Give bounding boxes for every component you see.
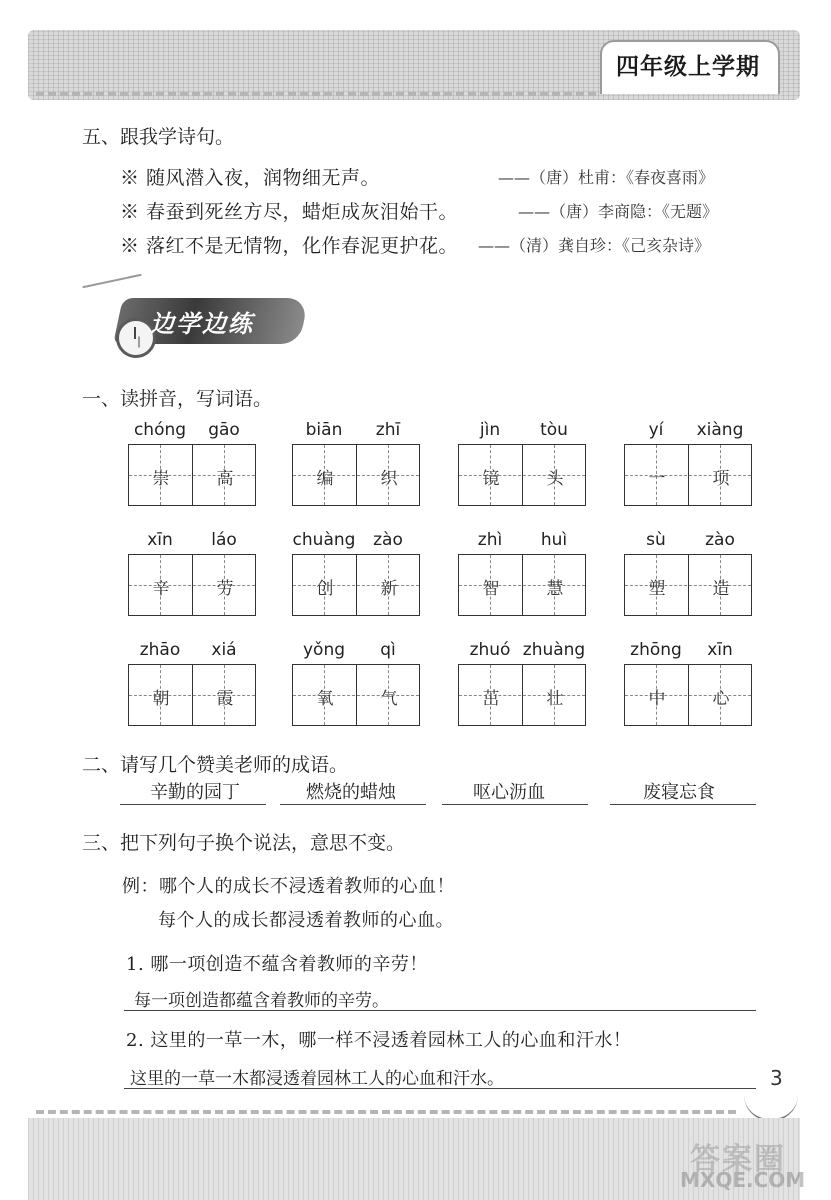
pinyin-syllable: sù (646, 530, 666, 550)
pinyin-syllable: yǒng (302, 640, 346, 660)
pinyin-syllable: qì (380, 640, 396, 660)
answer-character: 心 (712, 689, 730, 709)
pinyin-syllable: zhōng (630, 640, 682, 660)
footer-dash-line (36, 1110, 736, 1114)
idiom-1: 辛勤的园丁 (150, 782, 240, 803)
answer-character: 塑 (648, 579, 666, 599)
pinyin-syllable: chuàng (292, 530, 356, 550)
banner-sweep-line (82, 274, 141, 288)
poem-source-1: ——（唐）杜甫：《春夜喜雨》 (498, 168, 715, 187)
pinyin-syllable: zhī (375, 420, 401, 440)
pinyin-syllable: yí (648, 420, 664, 440)
writing-box (624, 664, 752, 726)
answer-character: 壮 (546, 689, 564, 709)
pinyin-syllable: zào (705, 530, 735, 550)
answer-character: 中 (648, 689, 666, 709)
answer-character: 一 (648, 469, 666, 489)
writing-box (458, 554, 586, 616)
writing-box (292, 664, 420, 726)
pinyin-syllable: tòu (540, 420, 568, 440)
writing-box (624, 554, 752, 616)
poem-source-3: ——（清）龚自珍：《己亥杂诗》 (478, 236, 711, 255)
answer-character: 气 (380, 689, 398, 709)
pinyin-syllable: biān (305, 420, 343, 440)
pinyin-syllable: zhuó (469, 640, 511, 660)
answer-character: 高 (216, 469, 234, 489)
answer-character: 朝 (152, 689, 170, 709)
pinyin-syllable: chóng (133, 420, 187, 440)
section5-title: 五、跟我学诗句。 (82, 126, 235, 148)
answer-character: 慧 (546, 579, 564, 599)
idiom-2: 燃烧的蜡烛 (306, 782, 396, 803)
answer-character: 织 (380, 469, 398, 489)
watermark-url: MXQE.COM (680, 1168, 806, 1192)
answer-character: 造 (712, 579, 730, 599)
writing-box (128, 554, 256, 616)
writing-box (292, 444, 420, 506)
answer-2: 这里的一草一木都浸透着园林工人的心血和汗水。 (130, 1069, 504, 1089)
answer-character: 茁 (482, 689, 500, 709)
writing-box (458, 664, 586, 726)
writing-box (292, 554, 420, 616)
header-dash-line (36, 92, 596, 96)
answer-character: 劳 (216, 579, 234, 599)
pinyin-syllable: zào (373, 530, 403, 550)
answer-character: 编 (316, 469, 334, 489)
answer-character: 新 (380, 579, 398, 599)
writing-box (458, 444, 586, 506)
section1-title: 一、读拼音，写词语。 (82, 388, 273, 410)
writing-box (624, 444, 752, 506)
poem-line-1: ※ 随风潜入夜，润物细无声。 (120, 167, 381, 189)
pinyin-syllable: jìn (479, 420, 501, 440)
grade-label: 四年级上学期 (616, 54, 760, 80)
answer-character: 镜 (482, 469, 500, 489)
answer-character: 智 (482, 579, 500, 599)
writing-box (128, 664, 256, 726)
answer-character: 氧 (316, 689, 334, 709)
answer-2-underline (124, 1088, 756, 1089)
pinyin-syllable: zhuàng (522, 640, 586, 660)
answer-character: 创 (316, 579, 334, 599)
pinyin-syllable: huì (540, 530, 568, 550)
question-2: 2. 这里的一草一木，哪一样不浸透着园林工人的心血和汗水！ (126, 1030, 632, 1051)
writing-box (128, 444, 256, 506)
answer-character: 辛 (152, 579, 170, 599)
pinyin-syllable: xīn (707, 640, 733, 660)
answer-character: 崇 (152, 469, 170, 489)
page-number: 3 (770, 1066, 783, 1090)
idiom-underline-1 (120, 804, 266, 805)
idiom-underline-2 (280, 804, 426, 805)
answer-character: 项 (712, 469, 730, 489)
pinyin-syllable: zhì (477, 530, 503, 550)
watermark-logo-text: 答案圈 (690, 1142, 786, 1177)
pinyin-syllable: xiá (211, 640, 237, 660)
question-1: 1. 哪一项创造不蕴含着教师的辛劳！ (126, 954, 428, 975)
idiom-underline-3 (442, 804, 588, 805)
example-answer: 每个人的成长都浸透着教师的心血。 (158, 910, 454, 931)
poem-line-3: ※ 落红不是无情物，化作春泥更护花。 (120, 235, 459, 257)
example-question: 例：哪个人的成长不浸透着教师的心血！ (122, 876, 455, 897)
poem-source-2: ——（唐）李商隐：《无题》 (518, 202, 719, 221)
answer-character: 头 (546, 469, 564, 489)
pinyin-syllable: xiàng (696, 420, 744, 440)
pinyin-syllable: zhāo (139, 640, 181, 660)
idiom-3: 呕心沥血 (473, 782, 545, 803)
pinyin-syllable: gāo (208, 420, 240, 440)
idiom-4: 废寝忘食 (643, 782, 715, 803)
answer-1-underline (124, 1010, 756, 1011)
pinyin-syllable: láo (211, 530, 237, 550)
answer-character: 霞 (216, 689, 234, 709)
banner-title: 边学边练 (150, 310, 254, 338)
answer-1: 每一项创造都蕴含着教师的辛劳。 (134, 991, 389, 1011)
poem-line-2: ※ 春蚕到死丝方尽，蜡炬成灰泪始干。 (120, 201, 459, 223)
pinyin-syllable: xīn (147, 530, 173, 550)
section3-title: 三、把下列句子换个说法，意思不变。 (82, 832, 406, 854)
section2-title: 二、请写几个赞美老师的成语。 (82, 754, 349, 776)
idiom-underline-4 (610, 804, 756, 805)
